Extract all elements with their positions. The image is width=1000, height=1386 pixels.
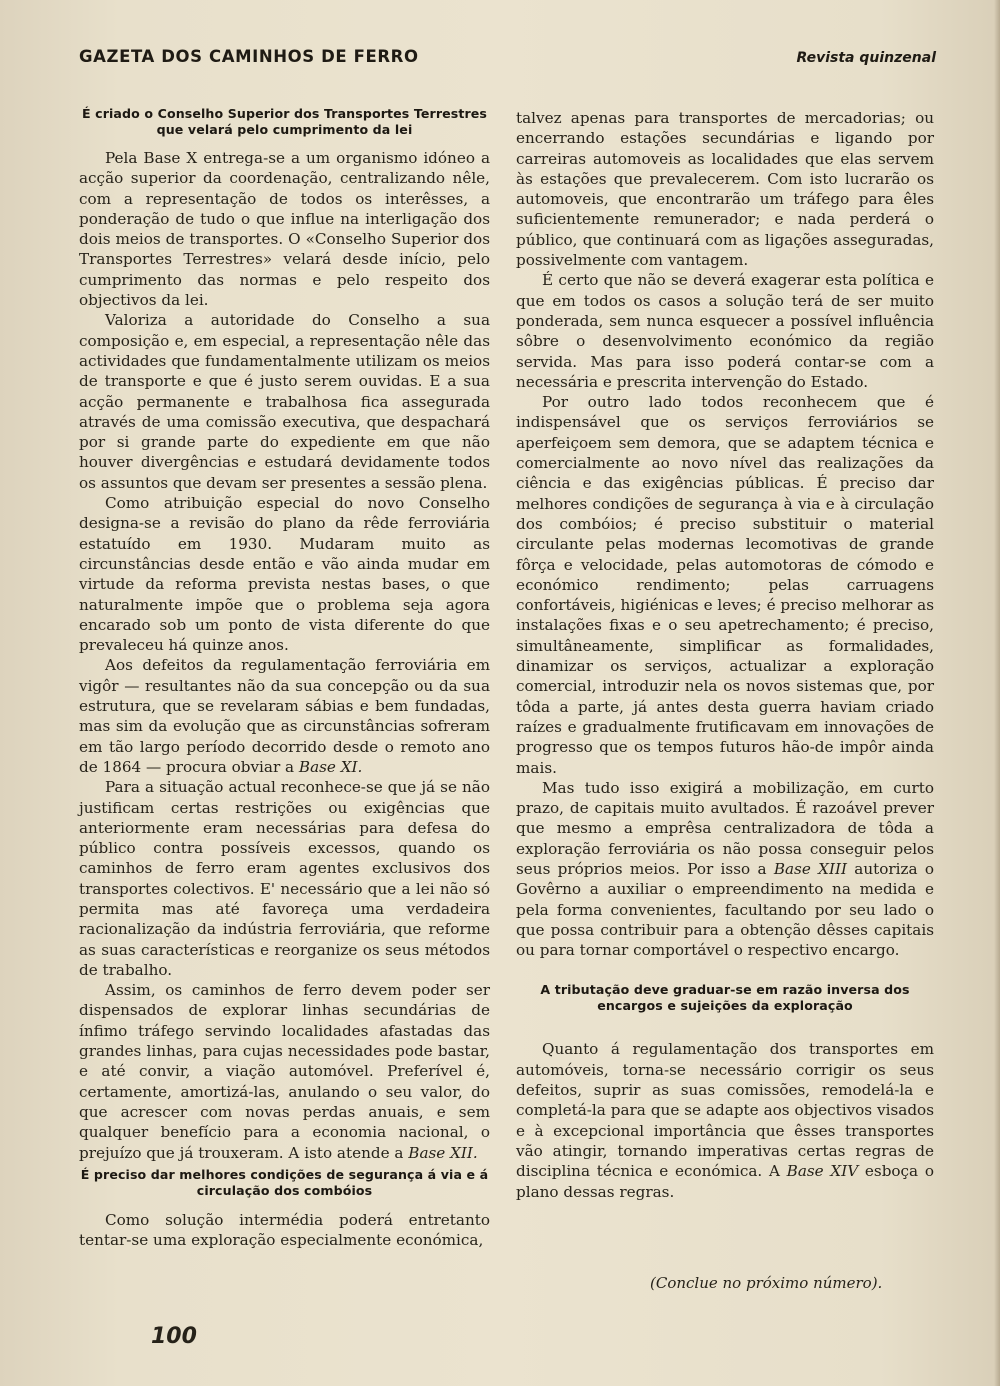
section-heading: É preciso dar melhores condições de segurança á via e á circulação dos combóios <box>80 1166 489 1198</box>
continued-note: (Conclue no próximo número). <box>650 1274 883 1292</box>
paragraph: Por outro lado todos reconhecem que é indispensável que os serviços ferroviários se aperfeiçoem sem demora, que se adaptem técnica e comercialmente ao novo nível das realizações da ciência e das exigências públicas. É preciso dar melhores condições de segurança à via e à circulação dos combóios; é preciso substituir o material circulante pelas modernas lecomotivas de grande fôrça e velocidade, pelas automotoras de cómodo e económico rendimento; pelas carruagens confortáveis, higiénicas e leves; é preciso melhorar as instalações fixas e o seu apetrechamento; é preciso, simultâneamente, simplificar as formalidades, dinamizar os serviços, actualizar a exploração comercial, introduzir nela os novos sistemas que, por tôda a parte, já antes desta guerra haviam criado raízes e gradualmente frutificavam em innovações de progresso que os tempos futuros hão-de impôr ainda mais. <box>516 393 934 777</box>
paragraph <box>79 655 490 777</box>
paragraph: É certo que não se deverá exagerar esta política e que em todos os casos a solução terá de ser muito ponderada, sem nunca esquecer a possível influência sôbre o desenvolvimento económico da região servida. Mas para isso poderá contar-se com a necessária e prescrita intervenção do Estado. <box>516 271 934 391</box>
paragraph <box>79 980 490 1163</box>
paragraph-text: Mas tudo isso exigirá a mobilização, em curto prazo, de capitais muito avultados. É razoável prever que mesmo a emprêsa centralizadora de tôda a exploração ferroviária os não possa conseguir pelos seus próprios meios. Por isso a <box>516 778 934 878</box>
paragraph: Como solução intermédia poderá entretanto tentar-se uma exploração especialmente económica, <box>79 1210 490 1250</box>
paragraph: talvez apenas para transportes de mercadorias; ou encerrando estações secundárias e ligando por carreiras automoveis as localidades que elas servem às estações que prevalecerem. Com isto lucrarão os automoveis, que encontrarão um tráfego para êles suficientemente remunerador; e nada perderá o público, que continuará com as ligações asseguradas, possivelmente com vantagem. <box>516 109 934 270</box>
paragraph-text: esboça o plano dessas regras. <box>516 1162 934 1201</box>
page-number: 100 <box>151 1324 197 1349</box>
law-reference: Base XI. <box>298 757 363 776</box>
paragraph <box>516 1039 934 1201</box>
paragraph-text: autoriza o Govêrno a auxiliar o empreendimento na medida e pela forma convenientes, facultando por seu lado o que possa contribuir para a obtenção dêsses capitais ou para tornar comportável o respectivo encargo. <box>516 859 934 960</box>
paragraph <box>516 778 934 961</box>
paragraph: Valoriza a autoridade do Conselho a sua composição e, em especial, a representação nêle das actividades que fundamentalmente utilizam os meios de transporte e que é justo serem ouvidas. E a sua acção permanente e trabalhosa fica assegurada através de uma comissão executiva, que despachará por si grande parte do expediente em que não houver divergências e estudará devidamente todos os assuntos que devam ser presentes a sessão plena. <box>79 311 490 492</box>
paragraph: Como atribuição especial do novo Conselho designa-se a revisão do plano da rêde ferroviária estatuído em 1930. Mudaram muito as circunstâncias desde então e vão ainda mudar em virtude da reforma prevista nestas bases, o que naturalmente impõe que o problema seja agora encarado sob um ponto de vista diferente do que prevaleceu há quinze anos. <box>79 494 490 655</box>
paragraph-text: Assim, os caminhos de ferro devem poder ser dispensados de explorar linhas secundárias de ínfimo tráfego servindo localidades afastadas das grandes linhas, para cujas necessidades pode bastar, e até convir, a viação automóvel. Preferível é, certamente, amortizá-las, anulando o seu valor, do que acrescer com novas perdas anuais, e sem qualquer benefício para a economia nacional, o prejuízo que já trouxeram. A isto atende a <box>79 981 490 1162</box>
paragraph: Para a situação actual reconhece-se que já se não justificam certas restrições ou exigências que anteriormente eram necessárias para defesa do público contra possíveis excessos, quando os caminhos de ferro eram agentes exclusivos dos transportes colectivos. E' necessário que a lei não só permita mas até favoreça uma verdadeira racionalização da indústria ferroviária, que reforme as suas características e reorganize os seus métodos de trabalho. <box>79 778 490 979</box>
law-reference: Base XII. <box>408 1143 478 1162</box>
publication-title: GAZETA DOS CAMINHOS DE FERRO <box>79 47 419 66</box>
section-heading: A tributação deve graduar-se em razão inversa dos encargos e sujeições da exploração <box>540 982 910 1014</box>
paragraph-text: Aos defeitos da regulamentação ferroviária em vigôr — resultantes não da sua concepção ou da sua estrutura, que se revelaram sábias e bem fundadas, mas sim da evolução que as circunstâncias sofreram em tão largo período decorrido desde o remoto ano de 1864 — procura obviar a <box>79 656 490 776</box>
paragraph-text: Quanto á regulamentação dos transportes em automóveis, torna-se necessário corrigir os seus defeitos, suprir as suas comissões, remodelá-la e completá-la para que se adapte aos objectivos visados e à excepcional importância que êsses transportes vão atingir, tornando imperativas certas regras de disciplina técnica e económica. A <box>516 1040 934 1181</box>
law-reference: Base XIII <box>773 859 847 878</box>
publication-tagline: Revista quinzenal <box>796 50 936 66</box>
left-column <box>79 106 490 1250</box>
section-heading: É criado o Conselho Superior dos Transportes Terrestres que velará pelo cumprimento da lei <box>81 106 488 137</box>
right-column <box>516 108 934 1202</box>
law-reference: Base XIV <box>786 1162 859 1181</box>
paragraph: Pela Base X entrega-se a um organismo idóneo a acção superior da coordenação, centralizando nêle, com a representação de todos os interêsses, a ponderação de tudo o que influe na interligação dos dois meios de transportes. O «Conselho Superior dos Transportes Terrestres» velará desde início, pelo cumprimento das normas e pelo respeito dos objectivos da lei. <box>79 149 490 310</box>
